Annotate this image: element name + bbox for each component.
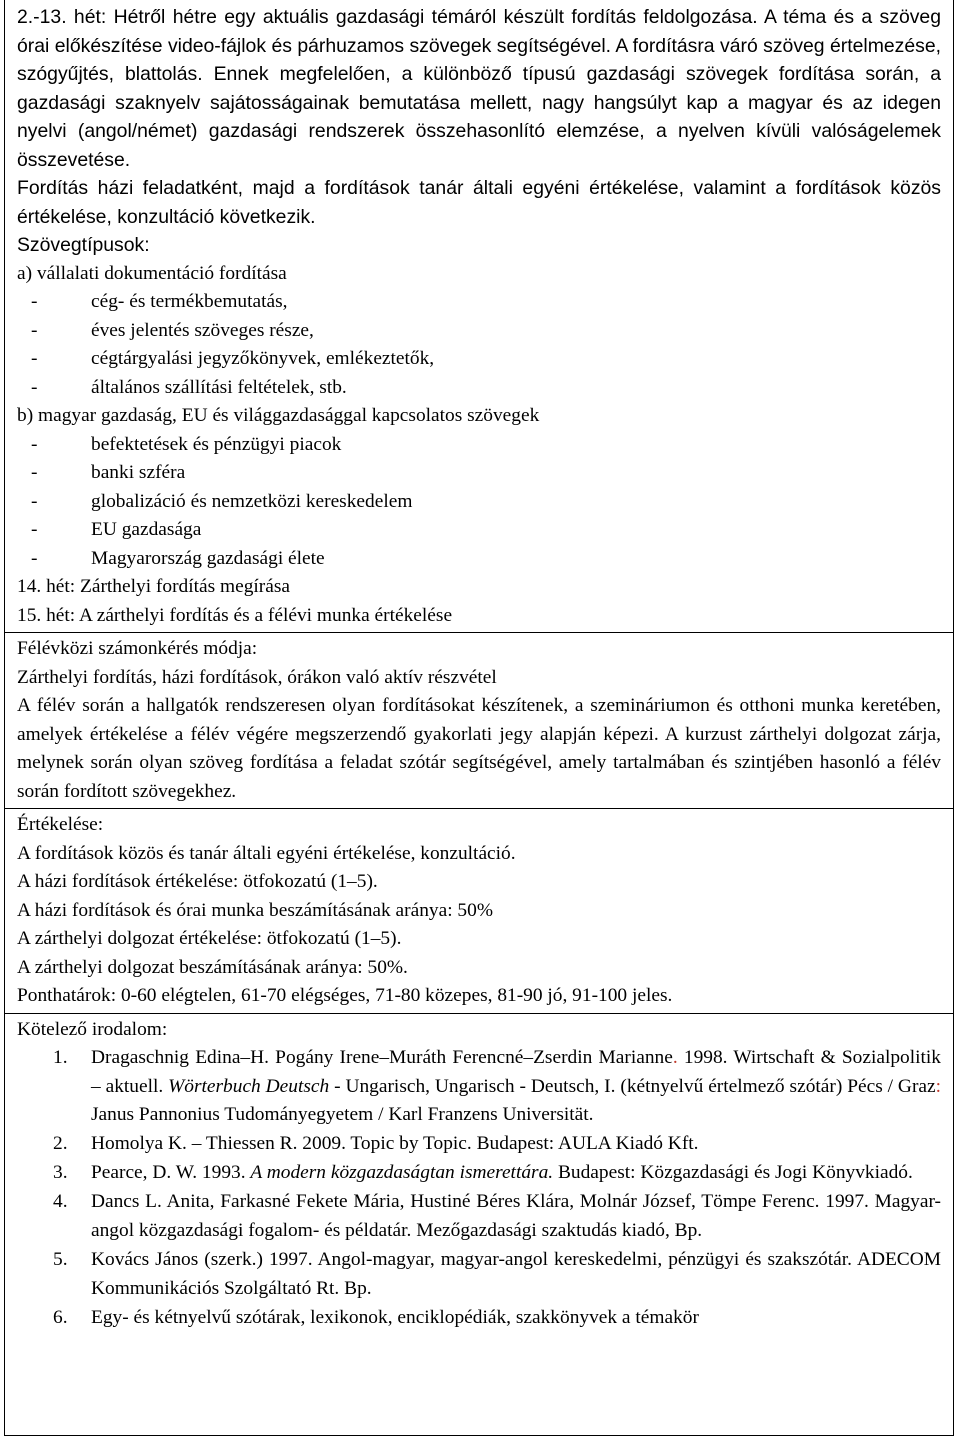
week-15: 15. hét: A zárthelyi fordítás és a félévi munka értékelése: [17, 604, 453, 626]
evaluation-line: A házi fordítások értékelése: ötfokozatú (1–5).: [17, 871, 378, 892]
group-b-list: [17, 431, 941, 574]
assessment-summary: Zárthelyi fordítás, házi fordítások, órákon való aktív részvétel: [17, 666, 497, 688]
evaluation-line: A házi fordítások és órai munka beszámításának aránya: 50%: [17, 899, 493, 921]
list-item: - éves jelentés szöveges része,: [31, 319, 314, 341]
homework-description: Fordítás házi feladatként, majd a fordítások tanár általi egyéni értékelése, valamint a fordítások közös értékelése, konzultáció következik.: [17, 177, 941, 228]
week-14: 14. hét: Zárthelyi fordítás megírása: [17, 576, 290, 597]
text-types-heading: Szövegtípusok:: [17, 234, 150, 256]
syllabus-page: [4, 0, 954, 1436]
list-item: - EU gazdasága: [31, 519, 202, 540]
list-item: - Magyarország gazdasági élete: [31, 547, 325, 569]
grade-thresholds: Ponthatárok: 0-60 elégtelen, 61-70 elégséges, 71-80 közepes, 81-90 jó, 91-100 jeles.: [17, 985, 673, 1006]
group-a-title: a) vállalati dokumentáció fordítása: [17, 262, 287, 284]
evaluation-line: A fordítások közös és tanár általi egyéni értékelése, konzultáció.: [17, 842, 516, 864]
weekly-schedule-section: [5, 0, 953, 633]
list-item: - cégtárgyalási jegyzőkönyvek, emlékeztetők,: [31, 348, 435, 369]
reference-item: 1. Dragaschnig Edina–H. Pogány Irene–Muráth Ferencné–Zserdin Marianne. 1998. Wirtschaft & Sozialpolitik – aktuell. Wörterbuch Deutsch - Ungarisch, Ungarisch - Deutsch, I. (kétnyelvű értelmező szótár) Pécs / Graz: Janus Pannonius Tudományegyetem / Karl Franzens Universität.: [53, 1047, 941, 1126]
literature-section: [5, 1014, 953, 1335]
list-item: - általános szállítási feltételek, stb.: [31, 376, 347, 398]
group-a-list: [17, 288, 941, 402]
assessment-description: A félév során a hallgatók rendszeresen olyan fordításokat készítenek, a szemináriumon és otthoni munka keretében, amelyek értékelése a félév végére megszerzendő gyakorlati jegy alapján képezi. A kurzust zárthelyi dolgozat zárja, melynek során olyan szöveg fordítása a feladat szótár segítségével, amely tartalmában és szintjében hasonló a félév során fordított szövegekhez.: [17, 695, 941, 802]
assessment-heading: Félévközi számonkérés módja:: [17, 638, 258, 659]
reference-item: 2. Homolya K. – Thiessen R. 2009. Topic by Topic. Budapest: AULA Kiadó Kft.: [53, 1133, 699, 1155]
evaluation-line: A zárthelyi dolgozat beszámításának aránya: 50%.: [17, 956, 408, 978]
weeks-2-13-description: 2.-13. hét: Hétről hétre egy aktuális gazdasági témáról készült fordítás feldolgozása. A téma és a szöveg órai előkészítése video-fájlok és párhuzamos szövegek segítségével. A fordításra váró szöveg értelmezése, szógyűjtés, blattolás. Ennek megfelelően, a különböző típusú gazdasági szövegek fordítása során, a gazdasági szaknyelv sajátosságainak bemutatása mellett, nagy hangsúlyt kap a magyar és az idegen nyelvi (angol/német) gazdasági rendszerek összehasonlító elemzése, a nyelven kívüli valóságelemek összevetése.: [17, 6, 941, 171]
reference-item: 5. Kovács János (szerk.) 1997. Angol-magyar, magyar-angol kereskedelmi, pénzügyi és szakszótár. ADECOM Kommunikációs Szolgáltató Rt. Bp.: [53, 1249, 941, 1299]
list-item: - befektetések és pénzügyi piacok: [31, 433, 342, 455]
list-item: - cég- és termékbemutatás,: [31, 291, 288, 312]
evaluation-line: A zárthelyi dolgozat értékelése: ötfokozatú (1–5).: [17, 928, 402, 949]
reference-item: 3. Pearce, D. W. 1993. A modern közgazdaságtan ismerettára. Budapest: Közgazdasági és Jogi Könyvkiadó.: [53, 1162, 913, 1184]
list-item: - banki szféra: [31, 462, 186, 483]
reference-item: 6. Egy- és kétnyelvű szótárak, lexikonok, enciklopédiák, szakkönyvek a témakör: [53, 1306, 699, 1328]
assessment-section: [5, 633, 953, 809]
evaluation-section: [5, 809, 953, 1014]
group-b-title: b) magyar gazdaság, EU és világgazdasággal kapcsolatos szövegek: [17, 405, 540, 426]
literature-heading: Kötelező irodalom:: [17, 1018, 168, 1040]
reference-item: 4. Dancs L. Anita, Farkasné Fekete Mária, Hustiné Béres Klára, Molnár József, Tömpe Ferenc. 1997. Magyar-angol közgazdasági fogalom- és példatár. Mezőgazdasági szaktudás kiadó, Bp.: [53, 1191, 941, 1242]
list-item: - globalizáció és nemzetközi kereskedelem: [31, 490, 413, 512]
reference-list: [17, 1044, 941, 1332]
evaluation-heading: Értékelése:: [17, 814, 104, 835]
